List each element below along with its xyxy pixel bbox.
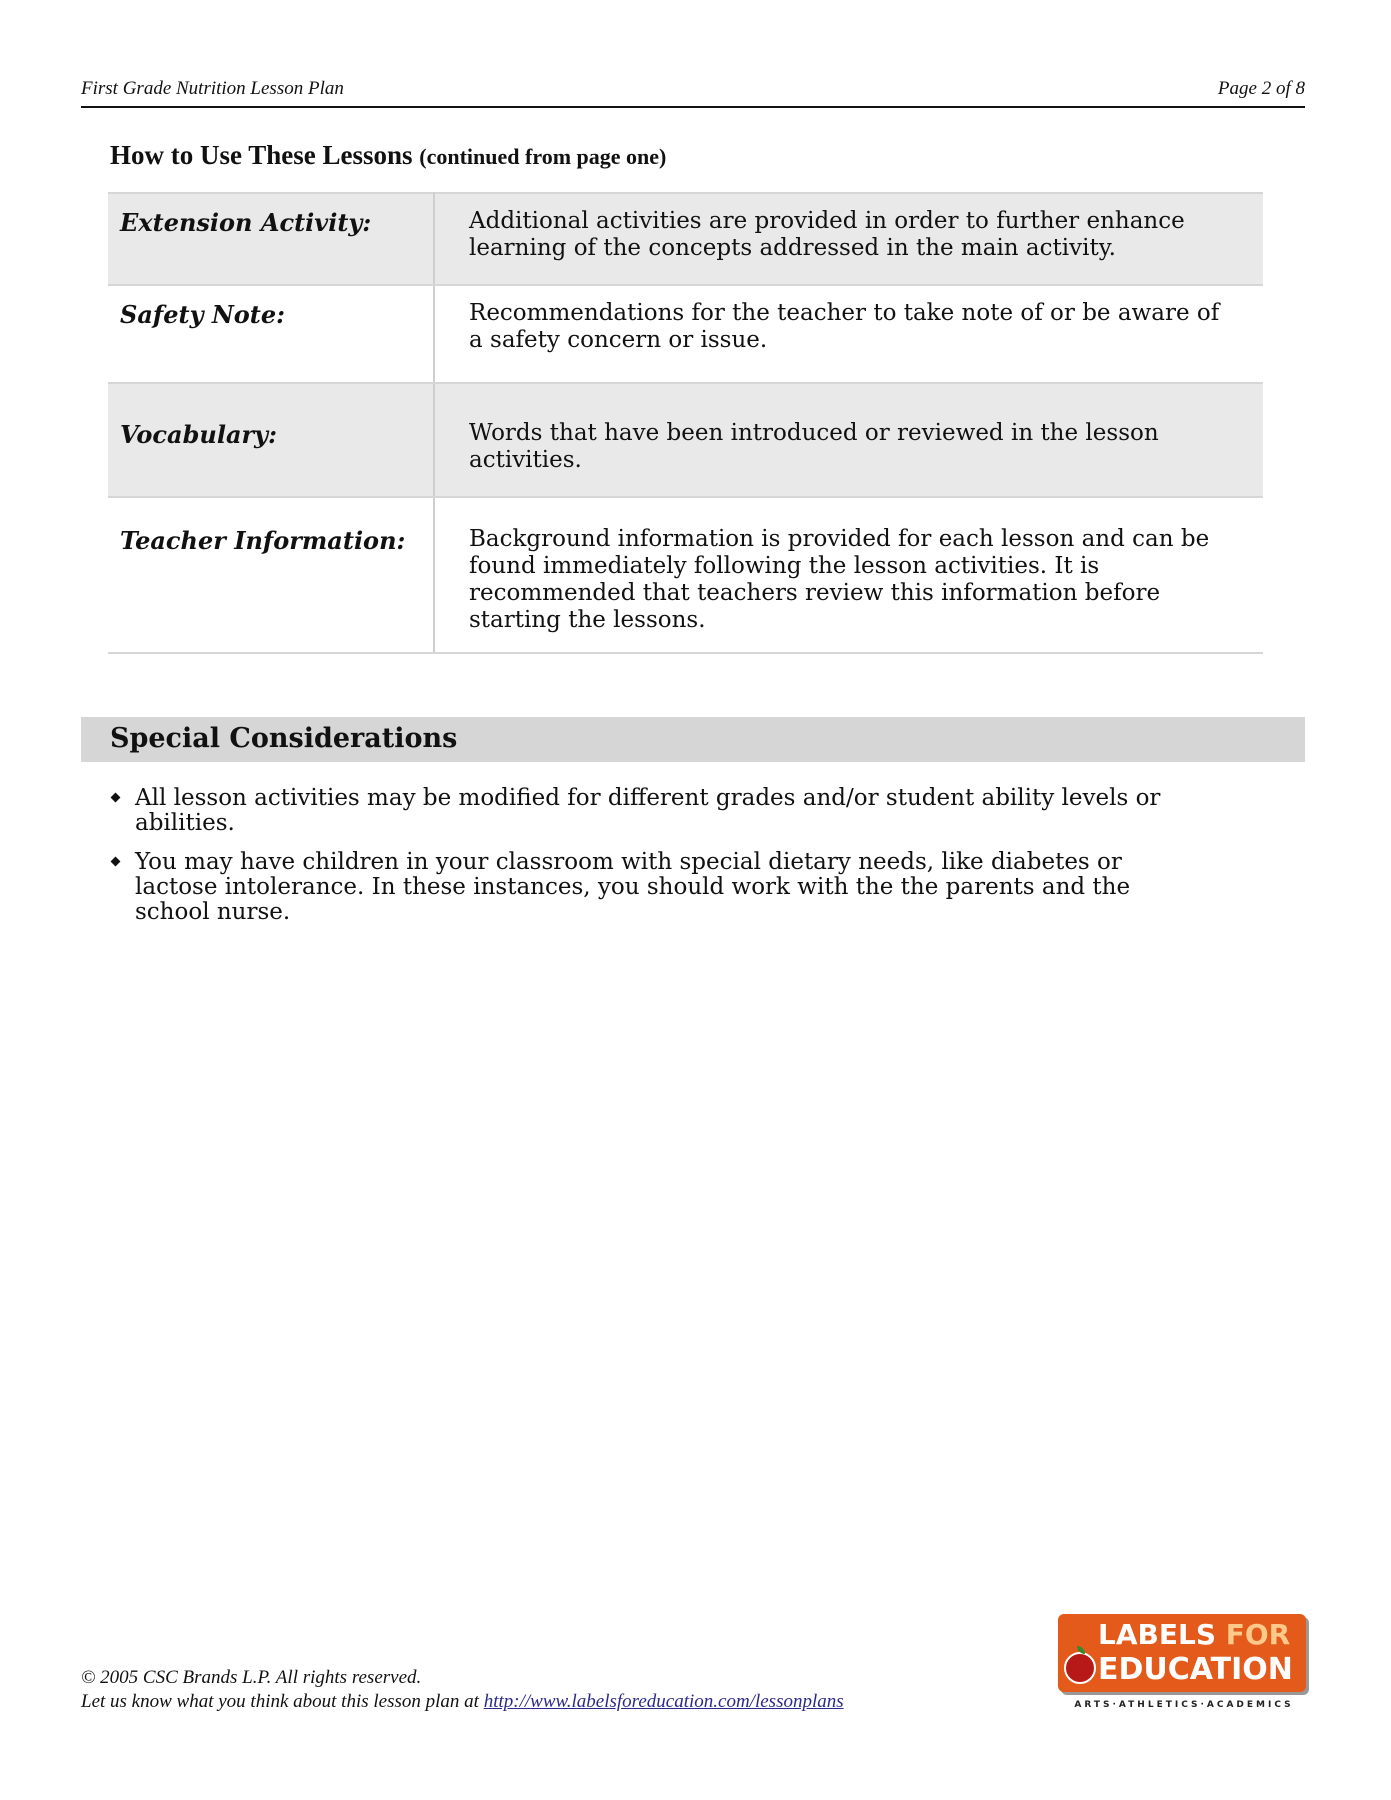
logo-word-labels: LABELS (1098, 1618, 1216, 1651)
logo-badge (1058, 1614, 1306, 1692)
term-cell: Safety Note: (108, 285, 434, 383)
special-considerations-title: Special Considerations (110, 723, 458, 754)
copyright-text: © 2005 CSC Brands L.P. All rights reserved. (81, 1667, 422, 1688)
how-to-use-title: How to Use These Lessons (110, 140, 413, 170)
table-row (108, 497, 1263, 653)
list-item-text: You may have children in your classroom with special dietary needs, like diabetes or lactose intolerance. In these instances, you should work with the the parents and the school nurse. (135, 849, 1131, 925)
term-cell: Vocabulary: (108, 383, 434, 497)
table-row (108, 383, 1263, 497)
special-considerations-list (110, 786, 1170, 939)
definition-cell: Background information is provided for each lesson and can be found immediately following the lesson activities. It is recommended that teachers review this information before starting the lessons. (434, 497, 1263, 653)
bullet-diamond-icon (111, 857, 121, 867)
list-item (110, 850, 1170, 925)
bullet-diamond-icon (111, 793, 121, 803)
apple-icon (1064, 1652, 1096, 1684)
logo-tagline: ARTS·ATHLETICS·ACADEMICS (1074, 1700, 1294, 1710)
table-row (108, 285, 1263, 383)
term-cell: Extension Activity: (108, 193, 434, 285)
logo-word-for: FOR (1225, 1618, 1291, 1651)
page-header (81, 78, 1305, 108)
special-considerations-band (81, 717, 1305, 762)
how-to-use-subtitle: (continued from page one) (419, 144, 667, 169)
feedback-text: Let us know what you think about this lesson plan at (81, 1691, 484, 1712)
definition-cell: Additional activities are provided in order to further enhance learning of the concepts addressed in the main activity. (434, 193, 1263, 285)
logo-word-education: EDUCATION (1098, 1652, 1293, 1687)
page-footer (81, 1666, 844, 1714)
lesson-components-table (108, 192, 1263, 654)
labels-for-education-logo (1058, 1614, 1308, 1714)
lesson-plans-link[interactable]: http://www.labelsforeducation.com/lessonplans (483, 1691, 844, 1712)
logo-wordmark-top (1098, 1618, 1290, 1651)
definition-cell: Words that have been introduced or reviewed in the lesson activities. (434, 383, 1263, 497)
term-cell: Teacher Information: (108, 497, 434, 653)
feedback-line (81, 1690, 844, 1714)
how-to-use-heading (110, 140, 666, 171)
page-number: Page 2 of 8 (1217, 78, 1305, 99)
table-row (108, 193, 1263, 285)
list-item (110, 786, 1170, 836)
document-title: First Grade Nutrition Lesson Plan (81, 78, 344, 99)
list-item-text: All lesson activities may be modified for different grades and/or student ability levels or abilities. (135, 785, 1161, 836)
definition-cell: Recommendations for the teacher to take note of or be aware of a safety concern or issue. (434, 285, 1263, 383)
